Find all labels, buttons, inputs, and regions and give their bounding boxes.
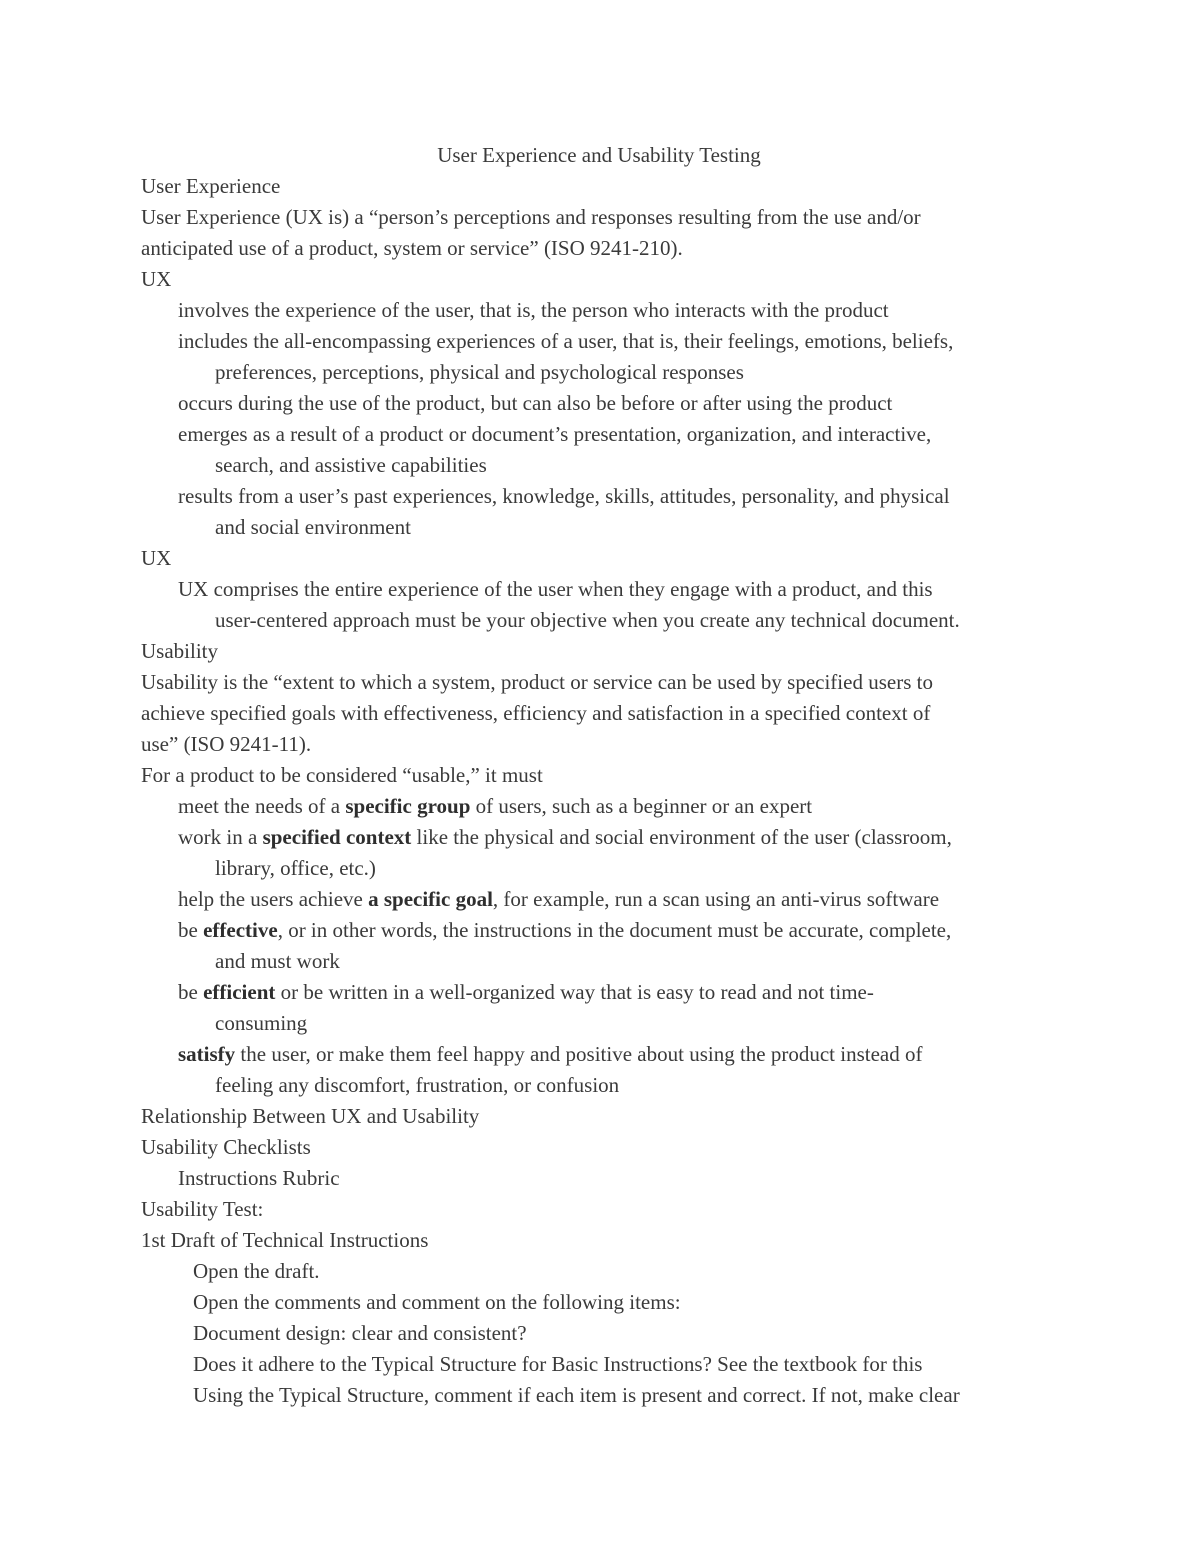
checklists-heading: Usability Checklists bbox=[141, 1135, 311, 1159]
draft-step: Document design: clear and consistent? bbox=[193, 1321, 527, 1345]
usable-point bbox=[141, 915, 1061, 946]
usability-test-heading: Usability Test: bbox=[141, 1197, 264, 1221]
usable-point bbox=[141, 977, 1061, 1008]
draft-step: Does it adhere to the Typical Structure for Basic Instructions? See the textbook for this bbox=[193, 1352, 923, 1376]
ux-summary-continuation: user-centered approach must be your objective when you create any technical document. bbox=[215, 608, 960, 632]
usable-point-keyword: efficient bbox=[203, 980, 276, 1004]
ux-point: includes the all-encompassing experiences of a user, that is, their feelings, emotions, beliefs, bbox=[178, 329, 954, 353]
draft-step: Open the comments and comment on the following items: bbox=[193, 1290, 681, 1314]
usable-point-keyword: satisfy bbox=[178, 1042, 236, 1066]
document-title: User Experience and Usability Testing bbox=[437, 143, 761, 167]
usability-definition-line: use” (ISO 9241-11). bbox=[141, 732, 312, 756]
usable-point-text: be bbox=[178, 980, 204, 1004]
ux-definition-line: anticipated use of a product, system or service” (ISO 9241-210). bbox=[141, 236, 683, 260]
usable-point-text: like the physical and social environment of the user (classroom, bbox=[411, 825, 952, 849]
ux-definition-line: User Experience (UX is) a “person’s perceptions and responses resulting from the use and/or bbox=[141, 205, 921, 229]
usable-point bbox=[141, 791, 1061, 822]
ux-point: occurs during the use of the product, but can also be before or after using the product bbox=[178, 391, 893, 415]
usability-heading: Usability bbox=[141, 639, 218, 663]
usable-point-continuation: consuming bbox=[215, 1011, 308, 1035]
ux-label: UX bbox=[141, 267, 172, 291]
usable-point-keyword: specified context bbox=[262, 825, 412, 849]
usable-point-text: work in a bbox=[178, 825, 263, 849]
draft-heading: 1st Draft of Technical Instructions bbox=[141, 1228, 429, 1252]
usable-point-text: of users, such as a beginner or an expert bbox=[470, 794, 813, 818]
usable-point-keyword: effective bbox=[203, 918, 278, 942]
relationship-heading: Relationship Between UX and Usability bbox=[141, 1104, 480, 1128]
usable-point-text: , for example, run a scan using an anti-virus software bbox=[492, 887, 940, 911]
usability-definition-line: achieve specified goals with effectiveness, efficiency and satisfaction in a specified context of bbox=[141, 701, 931, 725]
usable-point-text: , or in other words, the instructions in the document must be accurate, complete, bbox=[277, 918, 952, 942]
checklists-item: Instructions Rubric bbox=[178, 1166, 340, 1190]
usable-point-text: the user, or make them feel happy and positive about using the product instead of bbox=[235, 1042, 923, 1066]
draft-step: Open the draft. bbox=[193, 1259, 320, 1283]
usability-definition-line: Usability is the “extent to which a system, product or service can be used by specified users to bbox=[141, 670, 933, 694]
usable-point bbox=[141, 1039, 1061, 1070]
draft-step: Using the Typical Structure, comment if each item is present and correct. If not, make clear bbox=[193, 1383, 960, 1407]
usable-point bbox=[141, 884, 1061, 915]
usable-point bbox=[141, 822, 1061, 853]
document-body bbox=[141, 140, 1061, 1411]
ux-point-continuation: and social environment bbox=[215, 515, 411, 539]
usable-point-keyword: specific group bbox=[345, 794, 471, 818]
ux-label: UX bbox=[141, 546, 172, 570]
ux-point-continuation: preferences, perceptions, physical and psychological responses bbox=[215, 360, 744, 384]
ux-heading: User Experience bbox=[141, 174, 281, 198]
usable-point-text: or be written in a well-organized way that is easy to read and not time- bbox=[275, 980, 874, 1004]
usable-point-text: meet the needs of a bbox=[178, 794, 346, 818]
usable-point-text: help the users achieve bbox=[178, 887, 369, 911]
ux-point: emerges as a result of a product or document’s presentation, organization, and interactive, bbox=[178, 422, 932, 446]
ux-point-continuation: search, and assistive capabilities bbox=[215, 453, 487, 477]
usable-point-continuation: library, office, etc.) bbox=[215, 856, 376, 880]
usable-point-continuation: feeling any discomfort, frustration, or confusion bbox=[215, 1073, 620, 1097]
usable-intro: For a product to be considered “usable,” it must bbox=[141, 763, 543, 787]
usable-point-continuation: and must work bbox=[215, 949, 340, 973]
usable-point-keyword: a specific goal bbox=[368, 887, 493, 911]
ux-summary-line: UX comprises the entire experience of the user when they engage with a product, and this bbox=[178, 577, 933, 601]
ux-point: involves the experience of the user, that is, the person who interacts with the product bbox=[178, 298, 889, 322]
usable-point-text: be bbox=[178, 918, 204, 942]
ux-point: results from a user’s past experiences, knowledge, skills, attitudes, personality, and physical bbox=[178, 484, 950, 508]
